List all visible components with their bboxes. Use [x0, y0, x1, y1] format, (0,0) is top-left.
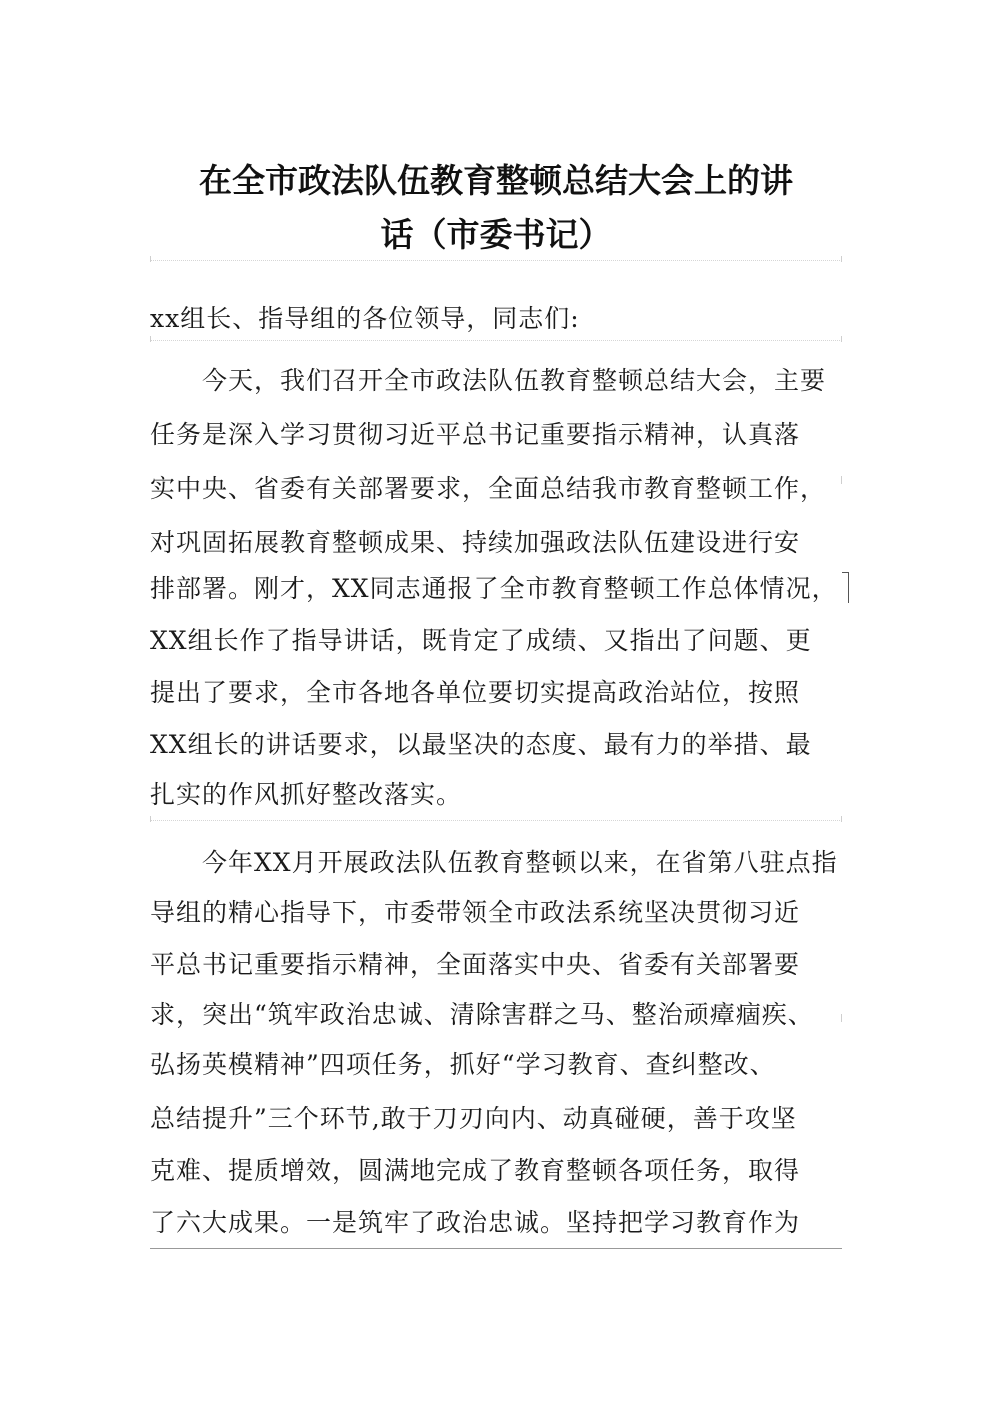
paragraph-line: 今年XX月开展政法队伍教育整顿以来，在省第八驻点指: [150, 848, 838, 877]
paragraph-line: 总结提升”三个环节,敢于刀刃向内、动真碰硬，善于攻坚: [150, 1104, 797, 1133]
document-title-line-1: 在全市政法队伍教育整顿总结大会上的讲: [199, 161, 793, 200]
paragraph-line: XX组长的讲话要求，以最坚决的态度、最有力的举措、最: [150, 730, 812, 759]
paragraph-line: 排部署。刚才，XX同志通报了全市教育整顿工作总体情况，: [150, 574, 838, 603]
margin-mark: [150, 816, 151, 822]
paragraph-line: 提出了要求，全市各地各单位要切实提高政治站位，按照: [150, 678, 801, 707]
paragraph-line: 弘扬英模精神”四项任务，抓好“学习教育、查纠整改、: [150, 1050, 776, 1079]
salutation: xx组长、指导组的各位领导，同志们:: [150, 304, 580, 333]
paragraph-line: 求，突出“筑牢政治忠诚、清除害群之马、整治顽瘴痼疾、: [150, 1000, 814, 1029]
paragraph-line: 今天，我们召开全市政法队伍教育整顿总结大会，主要: [150, 366, 827, 395]
paragraph-line: 任务是深入学习贯彻习近平总书记重要指示精神，认真落: [150, 420, 801, 449]
page-bottom-rule: [150, 1248, 842, 1249]
paragraph-line: 导组的精心指导下，市委带领全市政法系统坚决贯彻习近: [150, 898, 801, 927]
margin-mark: [150, 336, 151, 342]
text-boundary-corner: [842, 572, 849, 603]
paragraph-line: 对巩固拓展教育整顿成果、持续加强政法队伍建设进行安: [150, 528, 801, 557]
salutation-separator: [150, 340, 842, 341]
paragraph-line: 实中央、省委有关部署要求，全面总结我市教育整顿工作，: [150, 474, 827, 503]
title-separator: [150, 260, 842, 261]
paragraph-line: 了六大成果。一是筑牢了政治忠诚。坚持把学习教育作为: [150, 1208, 801, 1237]
margin-mark: [841, 1014, 842, 1022]
paragraph-line: 扎实的作风抓好整改落实。: [150, 780, 463, 809]
margin-mark: [841, 816, 842, 822]
paragraph-separator: [150, 820, 842, 821]
margin-mark: [841, 476, 842, 484]
margin-mark: [841, 336, 842, 342]
paragraph-line: XX组长作了指导讲话，既肯定了成绩、又指出了问题、更: [150, 626, 812, 655]
margin-mark: [150, 256, 151, 262]
paragraph-line: 克难、提质增效，圆满地完成了教育整顿各项任务，取得: [150, 1156, 801, 1185]
document-title-line-2: 话（市委书记）: [380, 215, 612, 254]
paragraph-line: 平总书记重要指示精神，全面落实中央、省委有关部署要: [150, 950, 801, 979]
margin-mark: [841, 256, 842, 262]
